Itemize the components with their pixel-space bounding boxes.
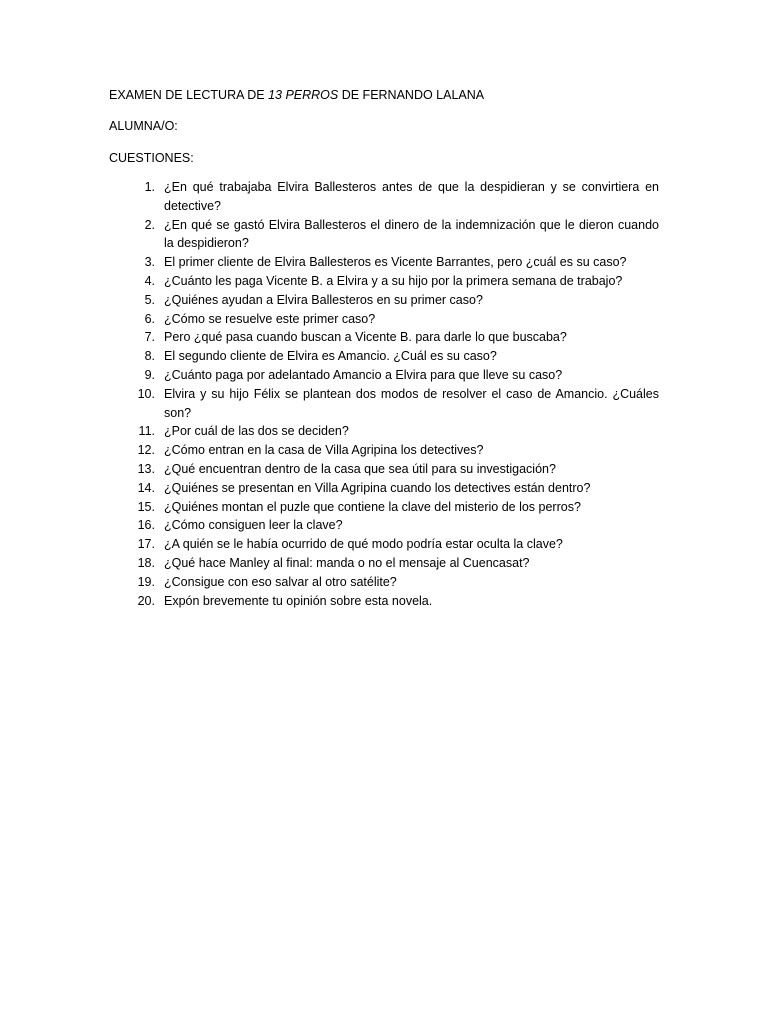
question-item bbox=[109, 291, 659, 310]
question-spacer bbox=[155, 310, 164, 329]
title-suffix: DE FERNANDO LALANA bbox=[338, 88, 485, 102]
question-number: 16. bbox=[137, 518, 155, 533]
question-spacer bbox=[155, 516, 164, 535]
question-item bbox=[109, 385, 659, 423]
questions-heading: CUESTIONES: bbox=[109, 151, 194, 165]
question-spacer bbox=[155, 479, 164, 498]
question-text: Expón brevemente tu opinión sobre esta novela. bbox=[164, 593, 433, 608]
question-item bbox=[109, 573, 659, 592]
question-number: 3. bbox=[144, 255, 155, 270]
question-text: ¿Quiénes montan el puzle que contiene la clave del misterio de los perros? bbox=[164, 499, 581, 514]
question-text: ¿Cuánto paga por adelantado Amancio a Elvira para que lleve su caso? bbox=[164, 367, 563, 382]
question-text: ¿Consigue con eso salvar al otro satélite? bbox=[164, 574, 397, 589]
question-item bbox=[109, 178, 659, 216]
student-label: ALUMNA/O: bbox=[109, 119, 178, 133]
question-text: Pero ¿qué pasa cuando buscan a Vicente B. para darle lo que buscaba? bbox=[164, 330, 567, 345]
question-number: 19. bbox=[137, 574, 155, 589]
question-text: ¿Cómo entran en la casa de Villa Agripina los detectives? bbox=[164, 443, 484, 458]
question-number: 14. bbox=[137, 480, 155, 495]
question-number: 11. bbox=[138, 424, 155, 439]
question-item bbox=[109, 479, 659, 498]
question-number: 1. bbox=[144, 180, 155, 194]
question-number: 10. bbox=[137, 386, 155, 401]
exam-title bbox=[109, 87, 484, 103]
question-item bbox=[109, 253, 659, 272]
question-spacer bbox=[155, 573, 164, 592]
question-spacer bbox=[155, 366, 164, 385]
question-number: 18. bbox=[137, 555, 155, 570]
question-item bbox=[109, 422, 659, 441]
question-text: ¿Cómo se resuelve este primer caso? bbox=[164, 311, 376, 326]
question-spacer bbox=[155, 178, 164, 216]
question-text: ¿Por cuál de las dos se deciden? bbox=[164, 424, 349, 439]
question-spacer bbox=[155, 291, 164, 310]
question-spacer bbox=[155, 272, 164, 291]
question-spacer bbox=[155, 328, 164, 347]
question-text: ¿Qué hace Manley al final: manda o no el mensaje al Cuencasat? bbox=[164, 555, 530, 570]
question-number: 4. bbox=[144, 273, 155, 288]
questions-list bbox=[109, 178, 659, 610]
question-spacer bbox=[155, 347, 164, 366]
question-text: ¿Qué encuentran dentro de la casa que sea útil para su investigación? bbox=[164, 461, 556, 476]
question-spacer bbox=[155, 441, 164, 460]
question-text: El segundo cliente de Elvira es Amancio. ¿Cuál es su caso? bbox=[164, 349, 497, 364]
question-number: 9. bbox=[144, 367, 155, 382]
question-item bbox=[109, 216, 659, 254]
question-item bbox=[109, 328, 659, 347]
question-item bbox=[109, 592, 659, 611]
question-spacer bbox=[155, 216, 164, 254]
question-item bbox=[109, 366, 659, 385]
book-title: 13 PERROS bbox=[268, 88, 339, 102]
question-number: 6. bbox=[144, 311, 155, 326]
question-text: ¿Quiénes se presentan en Villa Agripina cuando los detectives están dentro? bbox=[164, 480, 591, 495]
question-item bbox=[109, 554, 659, 573]
question-item bbox=[109, 516, 659, 535]
question-text: ¿Cuánto les paga Vicente B. a Elvira y a su hijo por la primera semana de trabajo? bbox=[164, 273, 623, 288]
question-number: 15. bbox=[137, 499, 155, 514]
question-number: 2. bbox=[144, 217, 155, 232]
question-number: 8. bbox=[144, 349, 155, 364]
question-text: Elvira y su hijo Félix se plantean dos modos de resolver el caso de Amancio. ¿Cuáles son? bbox=[164, 386, 659, 420]
question-spacer bbox=[155, 460, 164, 479]
question-number: 12. bbox=[137, 443, 155, 458]
question-text: ¿En qué trabajaba Elvira Ballesteros antes de que la despidieran y se convirtiera en detective? bbox=[164, 180, 659, 213]
question-spacer bbox=[155, 535, 164, 554]
question-number: 5. bbox=[144, 292, 155, 307]
question-number: 7. bbox=[144, 330, 155, 345]
question-spacer bbox=[155, 253, 164, 272]
question-spacer bbox=[155, 498, 164, 517]
question-text: El primer cliente de Elvira Ballesteros es Vicente Barrantes, pero ¿cuál es su caso? bbox=[164, 255, 627, 270]
question-item bbox=[109, 347, 659, 366]
question-item bbox=[109, 498, 659, 517]
question-item bbox=[109, 441, 659, 460]
question-text: ¿En qué se gastó Elvira Ballesteros el dinero de la indemnización que le dieron cuando la despidieron? bbox=[164, 217, 659, 251]
question-item bbox=[109, 272, 659, 291]
question-text: ¿Quiénes ayudan a Elvira Ballesteros en su primer caso? bbox=[164, 292, 483, 307]
question-spacer bbox=[155, 554, 164, 573]
question-number: 17. bbox=[137, 537, 155, 552]
question-spacer bbox=[155, 592, 164, 611]
title-prefix: EXAMEN DE LECTURA DE bbox=[109, 88, 269, 102]
question-number: 13. bbox=[137, 461, 155, 476]
question-item bbox=[109, 310, 659, 329]
question-text: ¿A quién se le había ocurrido de qué modo podría estar oculta la clave? bbox=[164, 537, 563, 552]
question-spacer bbox=[155, 385, 164, 423]
question-text: ¿Cómo consiguen leer la clave? bbox=[164, 518, 343, 533]
question-spacer bbox=[155, 422, 164, 441]
question-number: 20. bbox=[137, 593, 155, 608]
question-item bbox=[109, 535, 659, 554]
question-item bbox=[109, 460, 659, 479]
